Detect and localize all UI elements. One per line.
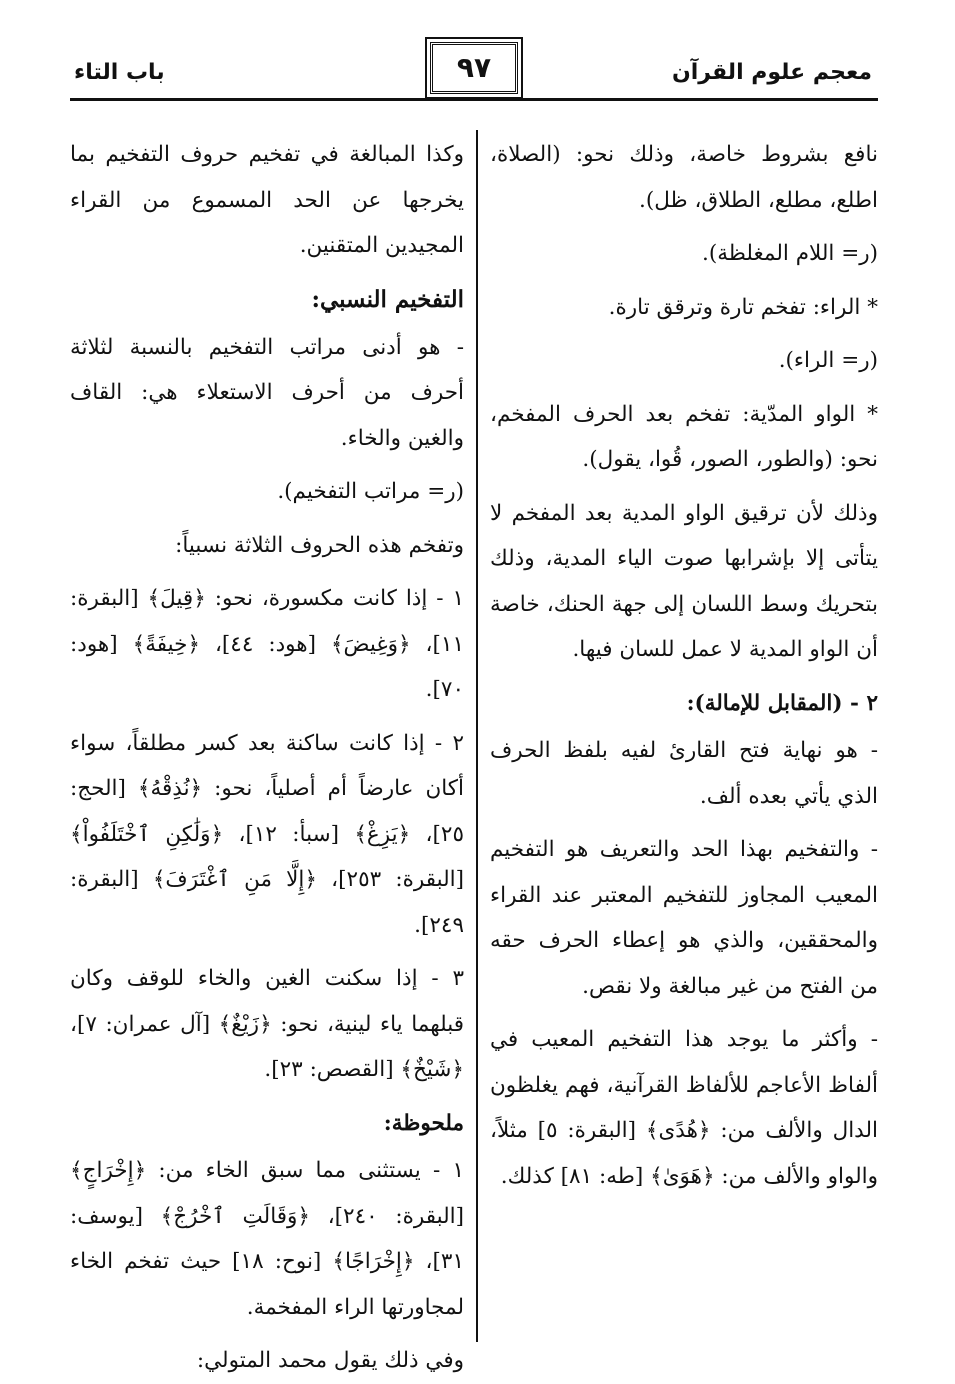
paragraph: (ر= اللام المغلظة). xyxy=(702,241,878,266)
paragraph: - هو نهاية فتح القارئ لفيه بلفظ الحرف الذي يأتي بعده ألف. xyxy=(490,738,878,809)
column-divider xyxy=(476,130,478,1342)
paragraph: * الواو المدّية: تفخم بعد الحرف المفخم، نحو: (والطور، الصور، قُوا، يقول). xyxy=(490,401,878,472)
paragraph: وفي ذلك يقول محمد المتولي: xyxy=(196,1348,464,1373)
section-heading: ٢ - (المقابل للإمالة): xyxy=(686,690,878,716)
book-title: معجم علوم القرآن xyxy=(671,60,872,85)
paragraph: وكذا المبالغة في تفخيم حروف التفخيم بما يخرجها عن الحد المسموع من القراء المجيدين المتقنين. xyxy=(70,142,464,258)
header-rule xyxy=(70,98,878,101)
chapter-title: باب التاء xyxy=(74,60,165,85)
note-heading: ملحوظة: xyxy=(383,1110,464,1136)
paragraph: ١ - إذا كانت مكسورة، نحو: ﴿قِيلَ﴾ [البقرة: ١١]، ﴿وَغِيضَ﴾ [هود: ٤٤]، ﴿خِيفَةً﴾ [هود: ٧٠]. xyxy=(70,586,464,702)
page-number: ٩٧ xyxy=(430,42,518,94)
right-column xyxy=(490,132,878,1352)
paragraph: نافع بشروط خاصة، وذلك نحو: (الصلاة، اطلع، مطلع، الطلاق، ظل). xyxy=(490,142,878,213)
paragraph: * الراء: تفخم تارة وترقق تارة. xyxy=(608,294,878,320)
paragraph: (ر= الراء). xyxy=(778,348,878,373)
page-header xyxy=(70,40,880,98)
paragraph: (ر= مراتب التفخيم). xyxy=(277,479,464,504)
left-column xyxy=(70,132,465,1373)
paragraph: وتفخم هذه الحروف الثلاثة نسبياً: xyxy=(175,532,464,558)
paragraph: - والتفخيم بهذا الحد والتعريف هو التفخيم المعيب المجاوز للتفخيم المعتبر عند القراء والمحققين، والذي هو إعطاء الحرف حقه من الفتح من غير مبالغة ولا نقص. xyxy=(490,837,878,999)
paragraph: ٣ - إذا سكنت الغين والخاء للوقف وكان قبلهما ياء لينية، نحو: ﴿زَيْغٌ﴾ [آل عمران: ٧]، ﴿شَيْخٌ﴾ [القصص: ٢٣]. xyxy=(70,966,464,1082)
paragraph: - وأكثر ما يوجد هذا التفخيم المعيب في ألفاظ الأعاجم للألفاظ القرآنية، فهم يغلظون الدال والألف من: ﴿هُدًى﴾ [البقرة: ٥] مثلاً، والواو والألف من: ﴿هَوَىٰ﴾ [طه: ٨١] كذلك. xyxy=(490,1027,878,1189)
paragraph: وذلك لأن ترقيق الواو المدية بعد المفخم لا يتأتى إلا بإشرابها صوت الياء المدية، وذلك بتحريك وسط اللسان إلى جهة الحنك، خاصة أن الواو المدية لا عمل للسان فيها. xyxy=(490,500,878,662)
paragraph: - هو أدنى مراتب التفخيم بالنسبة لثلاثة أحرف من أحرف الاستعلاء هي: القاف والغين والخاء. xyxy=(70,334,464,451)
section-heading: التفخيم النسبي: xyxy=(311,285,464,313)
paragraph: ٢ - إذا كانت ساكنة بعد كسر مطلقاً، سواء أكان عارضاً أم أصلياً، نحو: ﴿نُذِقْهُ﴾ [الحج: ٢٥]، ﴿يَزِغْ﴾ [سبأ: ١٢]، ﴿وَلَٰكِنِ ٱخْتَلَفُواْ﴾ [البقرة: ٢٥٣]، ﴿إِلَّا مَنِ ٱغْتَرَفَ﴾ [البقرة: ٢٤٩]. xyxy=(70,730,465,938)
paragraph: ١ - يستثنى مما سبق الخاء من: ﴿إِخْرَاجٍ﴾ [البقرة: ٢٤٠]، ﴿وَقَالَتِ ٱخْرُجْ﴾ [يوسف: ٣١]، ﴿إِخْرَاجًا﴾ [نوح: ١٨] حيث تفخم الخاء لمجاورتها الراء المفخمة. xyxy=(70,1158,465,1320)
